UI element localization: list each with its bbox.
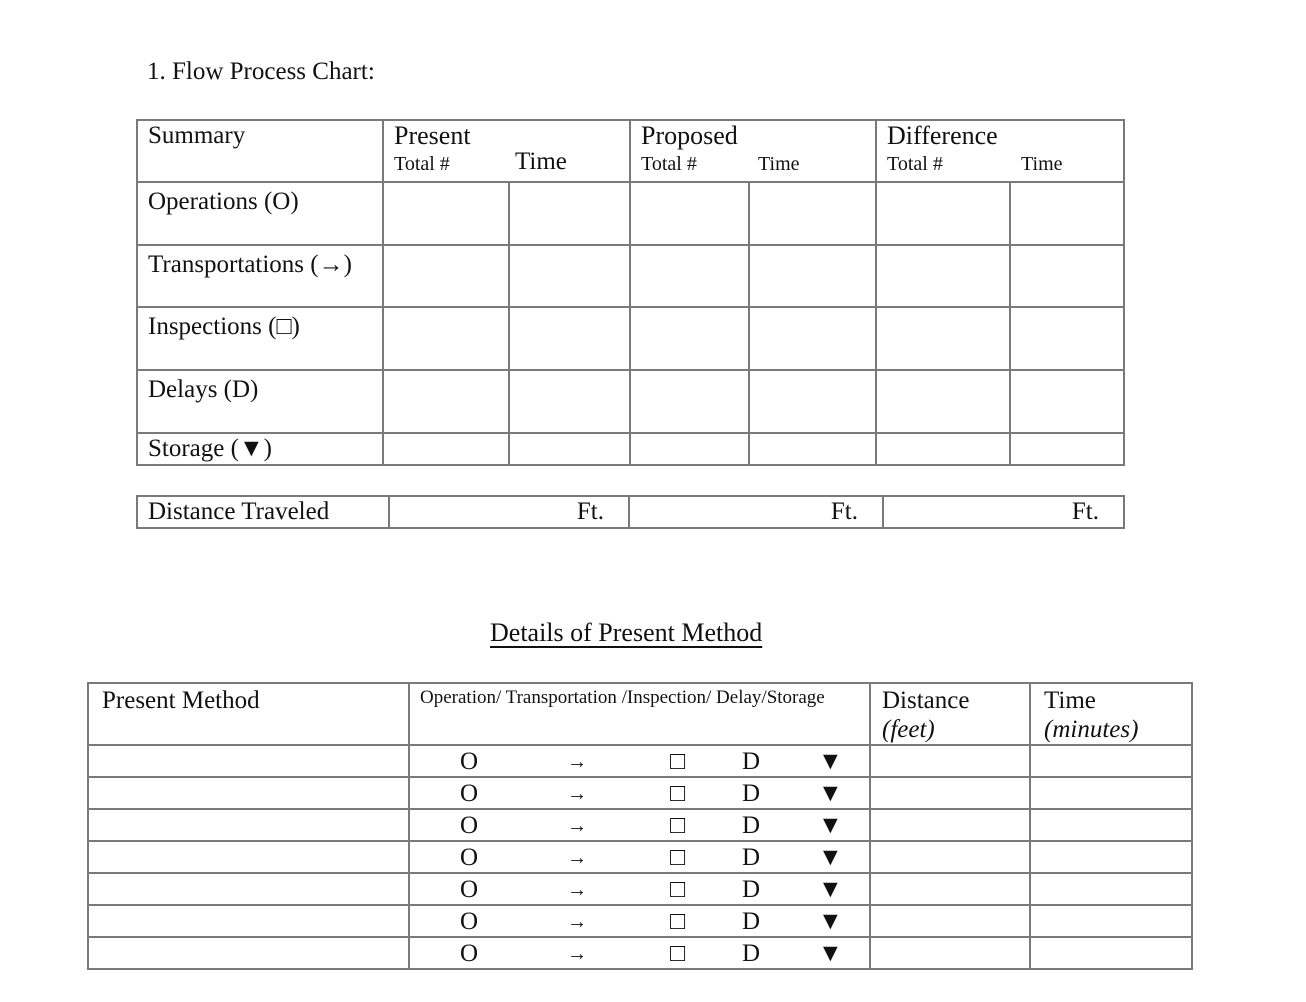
inspection-square-icon[interactable]: □ [670,812,686,839]
input-cell[interactable] [383,245,509,307]
page-heading: 1. Flow Process Chart: [147,58,375,85]
method-step-cell[interactable] [88,873,409,905]
activity-header: Operation/ Transportation /Inspection/ Delay/Storage [409,683,870,745]
operation-symbol[interactable]: O [460,844,479,871]
input-cell[interactable] [383,370,509,433]
transport-arrow-icon[interactable]: → [567,943,587,965]
transport-arrow-icon[interactable]: → [567,847,587,869]
activity-symbols-cell[interactable] [409,873,870,905]
distance-header [870,683,1030,745]
present-title: Present [394,121,471,150]
summary-row-label: Storage (▼) [148,435,273,462]
delay-symbol[interactable]: D [742,876,761,903]
activity-symbols-cell[interactable] [409,937,870,969]
storage-triangle-icon[interactable]: ▼ [818,748,843,775]
transport-arrow-icon[interactable]: → [567,751,587,773]
delay-symbol[interactable]: D [742,748,761,775]
present-distance-cell[interactable] [389,496,629,528]
delay-symbol[interactable]: D [742,780,761,807]
operation-symbol[interactable]: O [460,780,479,807]
input-cell[interactable] [509,245,630,307]
distance-label: Distance Traveled [148,498,330,525]
time-cell[interactable] [1030,809,1192,841]
details-title: Details of Present Method [490,618,763,647]
summary-row-storage [137,433,1124,465]
summary-row-inspections [137,307,1124,370]
input-cell[interactable] [749,307,876,370]
operation-symbol[interactable]: O [460,876,479,903]
time-cell[interactable] [1030,937,1192,969]
summary-row-transportations [137,245,1124,307]
proposed-distance-cell[interactable] [629,496,883,528]
method-step-cell[interactable] [88,809,409,841]
proposed-total-label: Total # [641,153,697,175]
input-cell[interactable] [383,307,509,370]
input-cell[interactable] [630,370,749,433]
summary-table [136,119,1125,466]
details-row [88,777,1192,809]
input-cell[interactable] [876,182,1010,245]
input-cell[interactable] [1010,433,1124,465]
input-cell[interactable] [1010,307,1124,370]
summary-row-label: Delays (D) [148,376,259,403]
difference-time-label: Time [1021,153,1063,175]
proposed-header [630,120,876,182]
activity-symbols-cell[interactable] [409,905,870,937]
time-cell[interactable] [1030,873,1192,905]
details-row [88,809,1192,841]
input-cell[interactable] [509,182,630,245]
transport-arrow-icon[interactable]: → [567,783,587,805]
distance-cell[interactable] [870,745,1030,777]
input-cell[interactable] [630,245,749,307]
details-row [88,745,1192,777]
input-cell[interactable] [749,370,876,433]
inspection-square-icon[interactable]: □ [670,844,686,871]
distance-header-unit: (feet) [882,716,935,743]
storage-triangle-icon[interactable]: ▼ [818,940,843,967]
time-cell[interactable] [1030,841,1192,873]
delay-symbol[interactable]: D [742,812,761,839]
present-header [383,120,630,182]
details-row [88,841,1192,873]
transport-arrow-icon[interactable]: → [567,911,587,933]
input-cell[interactable] [630,307,749,370]
details-row [88,905,1192,937]
activity-symbols-cell[interactable] [409,745,870,777]
distance-cell[interactable] [870,873,1030,905]
proposed-time-label: Time [758,153,800,175]
details-table [87,682,1193,970]
operation-symbol[interactable]: O [460,940,479,967]
present-time-label: Time [515,148,567,175]
activity-symbols-cell[interactable] [409,841,870,873]
transport-arrow-icon[interactable]: → [567,815,587,837]
input-cell[interactable] [749,182,876,245]
time-cell[interactable] [1030,905,1192,937]
proposed-title: Proposed [641,121,738,150]
activity-symbols-cell[interactable] [409,809,870,841]
input-cell[interactable] [383,182,509,245]
details-row [88,873,1192,905]
method-step-cell[interactable] [88,745,409,777]
storage-triangle-icon[interactable]: ▼ [818,844,843,871]
input-cell[interactable] [876,307,1010,370]
time-header-unit: (minutes) [1044,716,1139,743]
method-step-cell[interactable] [88,777,409,809]
delay-symbol[interactable]: D [742,908,761,935]
details-row [88,937,1192,969]
distance-cell[interactable] [870,937,1030,969]
time-cell[interactable] [1030,777,1192,809]
storage-triangle-icon[interactable]: ▼ [818,812,843,839]
input-cell[interactable] [749,245,876,307]
distance-header-label: Distance [882,687,970,714]
distance-cell[interactable] [870,777,1030,809]
transport-arrow-icon[interactable]: → [567,879,587,901]
summary-row-label: Inspections (□) [148,313,300,340]
difference-distance-cell[interactable] [883,496,1124,528]
input-cell[interactable] [876,245,1010,307]
summary-row-label: Operations (O) [148,188,299,215]
distance-cell[interactable] [870,841,1030,873]
storage-triangle-icon[interactable]: ▼ [818,908,843,935]
operation-symbol[interactable]: O [460,748,479,775]
summary-header-label: Summary [148,122,246,149]
operation-symbol[interactable]: O [460,812,479,839]
difference-total-label: Total # [887,153,943,175]
distance-table [136,495,1125,529]
summary-row-operations [137,182,1124,245]
inspection-square-icon[interactable]: □ [670,908,686,935]
input-cell[interactable] [383,433,509,465]
delay-symbol[interactable]: D [742,940,761,967]
input-cell[interactable] [509,307,630,370]
input-cell[interactable] [1010,245,1124,307]
time-cell[interactable] [1030,745,1192,777]
present-total-label: Total # [394,153,450,175]
input-cell[interactable] [509,370,630,433]
activity-symbols-cell[interactable] [409,777,870,809]
feet-unit: Ft. [576,498,604,525]
time-header-label: Time [1044,687,1096,714]
storage-triangle-icon[interactable]: ▼ [818,876,843,903]
method-step-cell[interactable] [88,905,409,937]
input-cell[interactable] [876,433,1010,465]
inspection-square-icon[interactable]: □ [670,940,686,967]
method-header: Present Method [88,683,409,745]
inspection-square-icon[interactable]: □ [670,876,686,903]
input-cell[interactable] [876,370,1010,433]
input-cell[interactable] [1010,370,1124,433]
input-cell[interactable] [749,433,876,465]
feet-unit: Ft. [830,498,858,525]
input-cell[interactable] [630,182,749,245]
difference-header [876,120,1124,182]
delay-symbol[interactable]: D [742,844,761,871]
difference-title: Difference [887,121,998,150]
method-step-cell[interactable] [88,841,409,873]
input-cell[interactable] [509,433,630,465]
feet-unit: Ft. [1071,498,1099,525]
inspection-square-icon[interactable]: □ [670,780,686,807]
distance-cell[interactable] [870,809,1030,841]
input-cell[interactable] [630,433,749,465]
operation-symbol[interactable]: O [460,908,479,935]
distance-cell[interactable] [870,905,1030,937]
summary-header-cell [137,120,383,182]
storage-triangle-icon[interactable]: ▼ [818,780,843,807]
input-cell[interactable] [1010,182,1124,245]
inspection-square-icon[interactable]: □ [670,748,686,775]
time-header [1030,683,1192,745]
summary-row-delays [137,370,1124,433]
method-step-cell[interactable] [88,937,409,969]
summary-row-label: Transportations (→) [148,251,352,278]
